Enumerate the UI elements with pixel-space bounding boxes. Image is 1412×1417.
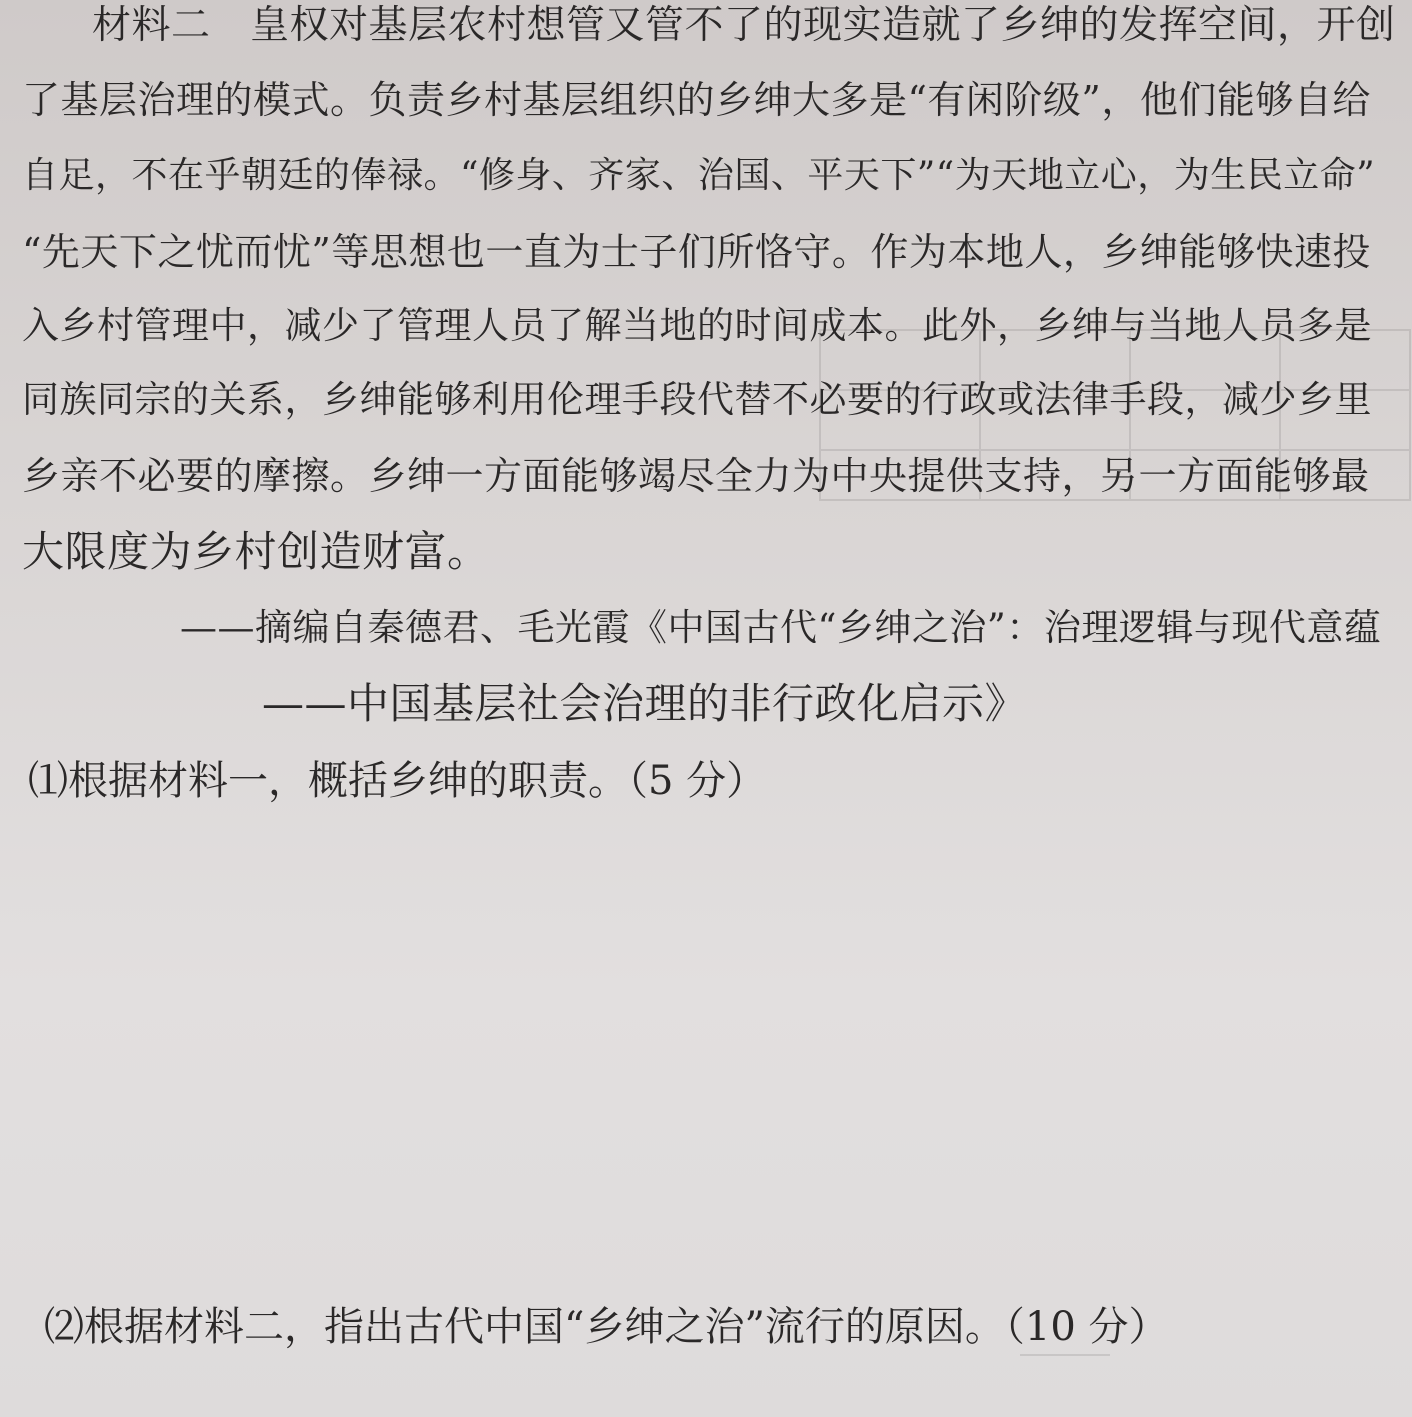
source-citation-line-1: ——摘编自秦德君、毛光霞《中国古代“乡绅之治”：治理逻辑与现代意蕴 [180, 606, 1382, 649]
material-line-6: 同族同宗的关系，乡绅能够利用伦理手段代替不必要的行政或法律手段，减少乡里 [22, 378, 1372, 421]
source-citation-line-2: ——中国基层社会治理的非行政化启示》 [262, 679, 1028, 728]
material-line-2: 了基层治理的模式。负责乡村基层组织的乡绅大多是“有闲阶级”，他们能够自给 [22, 78, 1371, 122]
question-1: ⑴根据材料一，概括乡绅的职责。（5 分） [28, 758, 767, 804]
material-line-8: 大限度为乡村创造财富。 [22, 527, 490, 576]
material-line-4: “先天下之忧而忧”等思想也一直为士子们所恪守。作为本地人，乡绅能够快速投 [22, 230, 1371, 274]
material-line-1: 材料二 皇权对基层农村想管又管不了的现实造就了乡绅的发挥空间，开创 [92, 3, 1396, 48]
material-line-7: 乡亲不必要的摩擦。乡绅一方面能够竭尽全力为中央提供支持，另一方面能够最 [22, 454, 1370, 498]
material-line-3: 自足，不在乎朝廷的俸禄。“修身、齐家、治国、平天下”“为天地立心，为生民立命” [22, 155, 1376, 196]
material-line-5: 入乡村管理中，减少了管理人员了解当地的时间成本。此外，乡绅与当地人员多是 [22, 304, 1372, 347]
question-2: ⑵根据材料二，指出古代中国“乡绅之治”流行的原因。（10 分） [44, 1304, 1169, 1350]
